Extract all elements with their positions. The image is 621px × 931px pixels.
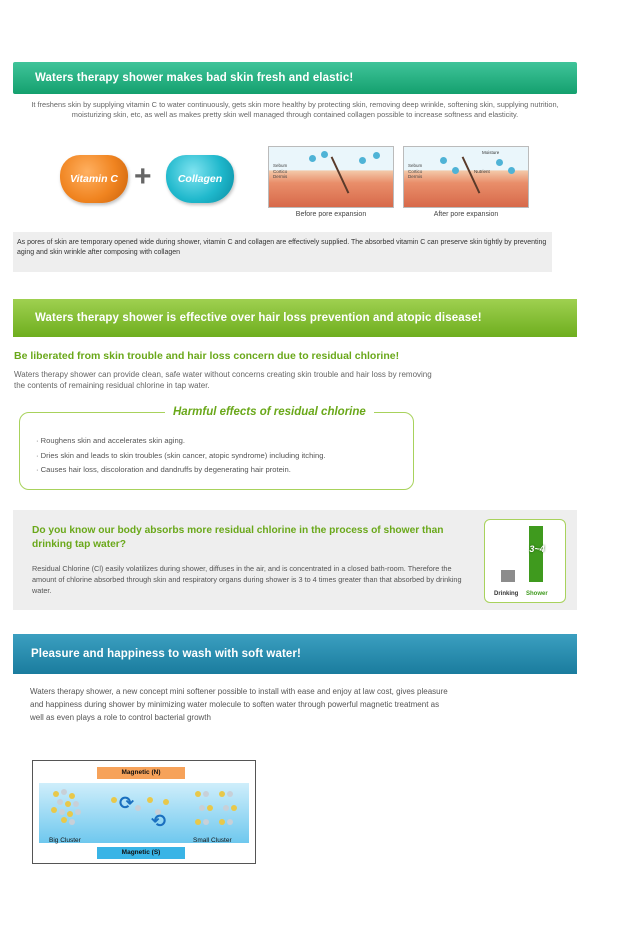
- molecule-icon: [163, 799, 169, 805]
- big-cluster-label: Big Cluster: [49, 837, 81, 844]
- molecule-icon: [147, 797, 153, 803]
- after-pore-illustration: [403, 146, 529, 208]
- skin-section-banner: [13, 62, 577, 94]
- nutrient-label: Nutrient: [474, 169, 490, 174]
- hair-shaft-icon: [462, 156, 481, 193]
- magnetic-n-bar: Magnetic (N): [97, 767, 185, 779]
- water-drop-icon: [440, 157, 447, 164]
- before-pore-illustration: [268, 146, 394, 208]
- cortico-label: Cortico: [408, 168, 423, 174]
- molecule-icon: [67, 811, 73, 817]
- hair-loss-section-banner: [13, 299, 577, 337]
- rotation-arrow-icon: ⟳: [119, 793, 135, 813]
- molecule-icon: [59, 809, 65, 815]
- collagen-badge: [166, 155, 234, 203]
- water-drop-icon: [452, 167, 459, 174]
- molecule-icon: [61, 817, 67, 823]
- dermis-label: Dermis: [408, 174, 423, 179]
- water-drop-icon: [321, 151, 328, 158]
- molecule-icon: [65, 801, 71, 807]
- molecule-icon: [69, 819, 75, 825]
- soft-water-body-text: Waters therapy shower, a new concept mini softener possible to install with ease and enjoy at law cost, gives pleasure and happiness during shower by minimizing water molecule to soften water through powerful magnetic treatment as well as even plays a role to control bacterial growth: [30, 687, 448, 722]
- cortico-label: Cortico: [273, 168, 288, 174]
- molecule-icon: [223, 805, 229, 811]
- harmful-effects-list: [36, 434, 326, 478]
- sebum-label: Sebum: [273, 163, 288, 168]
- molecule-icon: [227, 791, 233, 797]
- molecule-icon: [73, 801, 79, 807]
- rotation-arrow-icon: ⟲: [151, 811, 167, 831]
- shower-label: Shower: [526, 591, 548, 597]
- magnetic-diagram: [32, 760, 256, 864]
- small-cluster-label: Small Cluster: [193, 837, 232, 844]
- molecule-icon: [61, 789, 67, 795]
- molecule-icon: [195, 791, 201, 797]
- molecule-icon: [195, 819, 201, 825]
- water-drop-icon: [373, 152, 380, 159]
- skin-layer-labels: [273, 163, 287, 180]
- molecule-icon: [111, 797, 117, 803]
- molecule-icon: [75, 809, 81, 815]
- water-drop-icon: [496, 159, 503, 166]
- molecule-icon: [203, 819, 209, 825]
- water-drop-icon: [359, 157, 366, 164]
- plus-sign: +: [134, 160, 152, 193]
- molecule-icon: [135, 805, 141, 811]
- collagen-label: Collagen: [177, 173, 223, 185]
- ratio-label: 3~4: [529, 544, 545, 554]
- molecule-icon: [231, 805, 237, 811]
- skin-note: As pores of skin are temporary opened wide during shower, vitamin C and collagen are effectively supplied. The absorbed vitamin C can preserve skin tightly by preventing aging and skin wrinkle after composing with collagen: [13, 232, 552, 272]
- hair-loss-banner-title: Waters therapy shower is effective over hair loss prevention and atopic disease!: [35, 312, 482, 324]
- molecule-icon: [51, 807, 57, 813]
- list-item: · Dries skin and leads to skin troubles (skin cancer, atopic syndrome) including itching.: [36, 450, 326, 460]
- skin-banner-title: Waters therapy shower makes bad skin fresh and elastic!: [35, 72, 354, 84]
- skin-layer-labels: [408, 163, 422, 180]
- molecule-icon: [199, 805, 205, 811]
- chlorine-subheading: Be liberated from skin trouble and hair loss concern due to residual chlorine!: [14, 350, 400, 362]
- molecule-icon: [219, 791, 225, 797]
- absorption-question: Do you know our body absorbs more residual chlorine in the process of shower than drinking tap water?: [32, 525, 444, 550]
- moisture-label: Moisture: [482, 150, 500, 155]
- hair-shaft-icon: [331, 156, 350, 193]
- before-caption: Before pore expansion: [295, 211, 367, 218]
- molecule-icon: [69, 793, 75, 799]
- water-drop-icon: [508, 167, 515, 174]
- skin-intro-text: It freshens skin by supplying vitamin C to water continuously, gets skin more healthy by protecting skin, removing deep wrinkle, softening skin, supplying nutrition, moisturizing skin, etc, as well as makes pretty skin well managed through contained collagen possible to increase softness and elasticity.: [31, 100, 559, 119]
- absorption-chart: [484, 519, 566, 603]
- list-item: · Causes hair loss, discoloration and dandruffs by degenerating hair protein.: [36, 465, 291, 474]
- molecule-icon: [207, 805, 213, 811]
- drinking-label: Drinking: [494, 591, 519, 597]
- water-drop-icon: [309, 155, 316, 162]
- vitamin-c-label: Vitamin C: [69, 173, 119, 185]
- dermis-label: Dermis: [273, 174, 288, 179]
- harmful-effects-title: Harmful effects of residual chlorine: [165, 406, 374, 418]
- molecule-icon: [219, 819, 225, 825]
- list-item: · Roughens skin and accelerates skin aging.: [36, 436, 186, 445]
- molecule-icon: [57, 799, 63, 805]
- absorption-body-text: Residual Chlorine (Cl) easily volatilizes during shower, diffuses in the air, and is concentrated in a closed bath-room. Therefore the amount of chlorine absorbed through skin and respiratory organs during shower is 3 to 4 times greater than that absorbed by drinking water.: [32, 564, 462, 595]
- after-caption: After pore expansion: [433, 211, 499, 218]
- magnetic-s-bar: Magnetic (S): [97, 847, 185, 859]
- soft-water-section-banner: [13, 634, 577, 674]
- molecule-icon: [203, 791, 209, 797]
- vitamin-c-badge: [60, 155, 128, 203]
- sebum-label: Sebum: [408, 163, 423, 168]
- shower-bar: [529, 526, 543, 582]
- water-channel: [39, 783, 249, 843]
- drinking-bar: [501, 570, 515, 582]
- soft-water-banner-title: Pleasure and happiness to wash with soft water!: [31, 648, 301, 660]
- molecule-icon: [53, 791, 59, 797]
- chlorine-body-text: Waters therapy shower can provide clean, safe water without concerns creating skin trouble and hair loss by removing the contents of remaining residual chlorine in tap water.: [14, 370, 432, 390]
- molecule-icon: [227, 819, 233, 825]
